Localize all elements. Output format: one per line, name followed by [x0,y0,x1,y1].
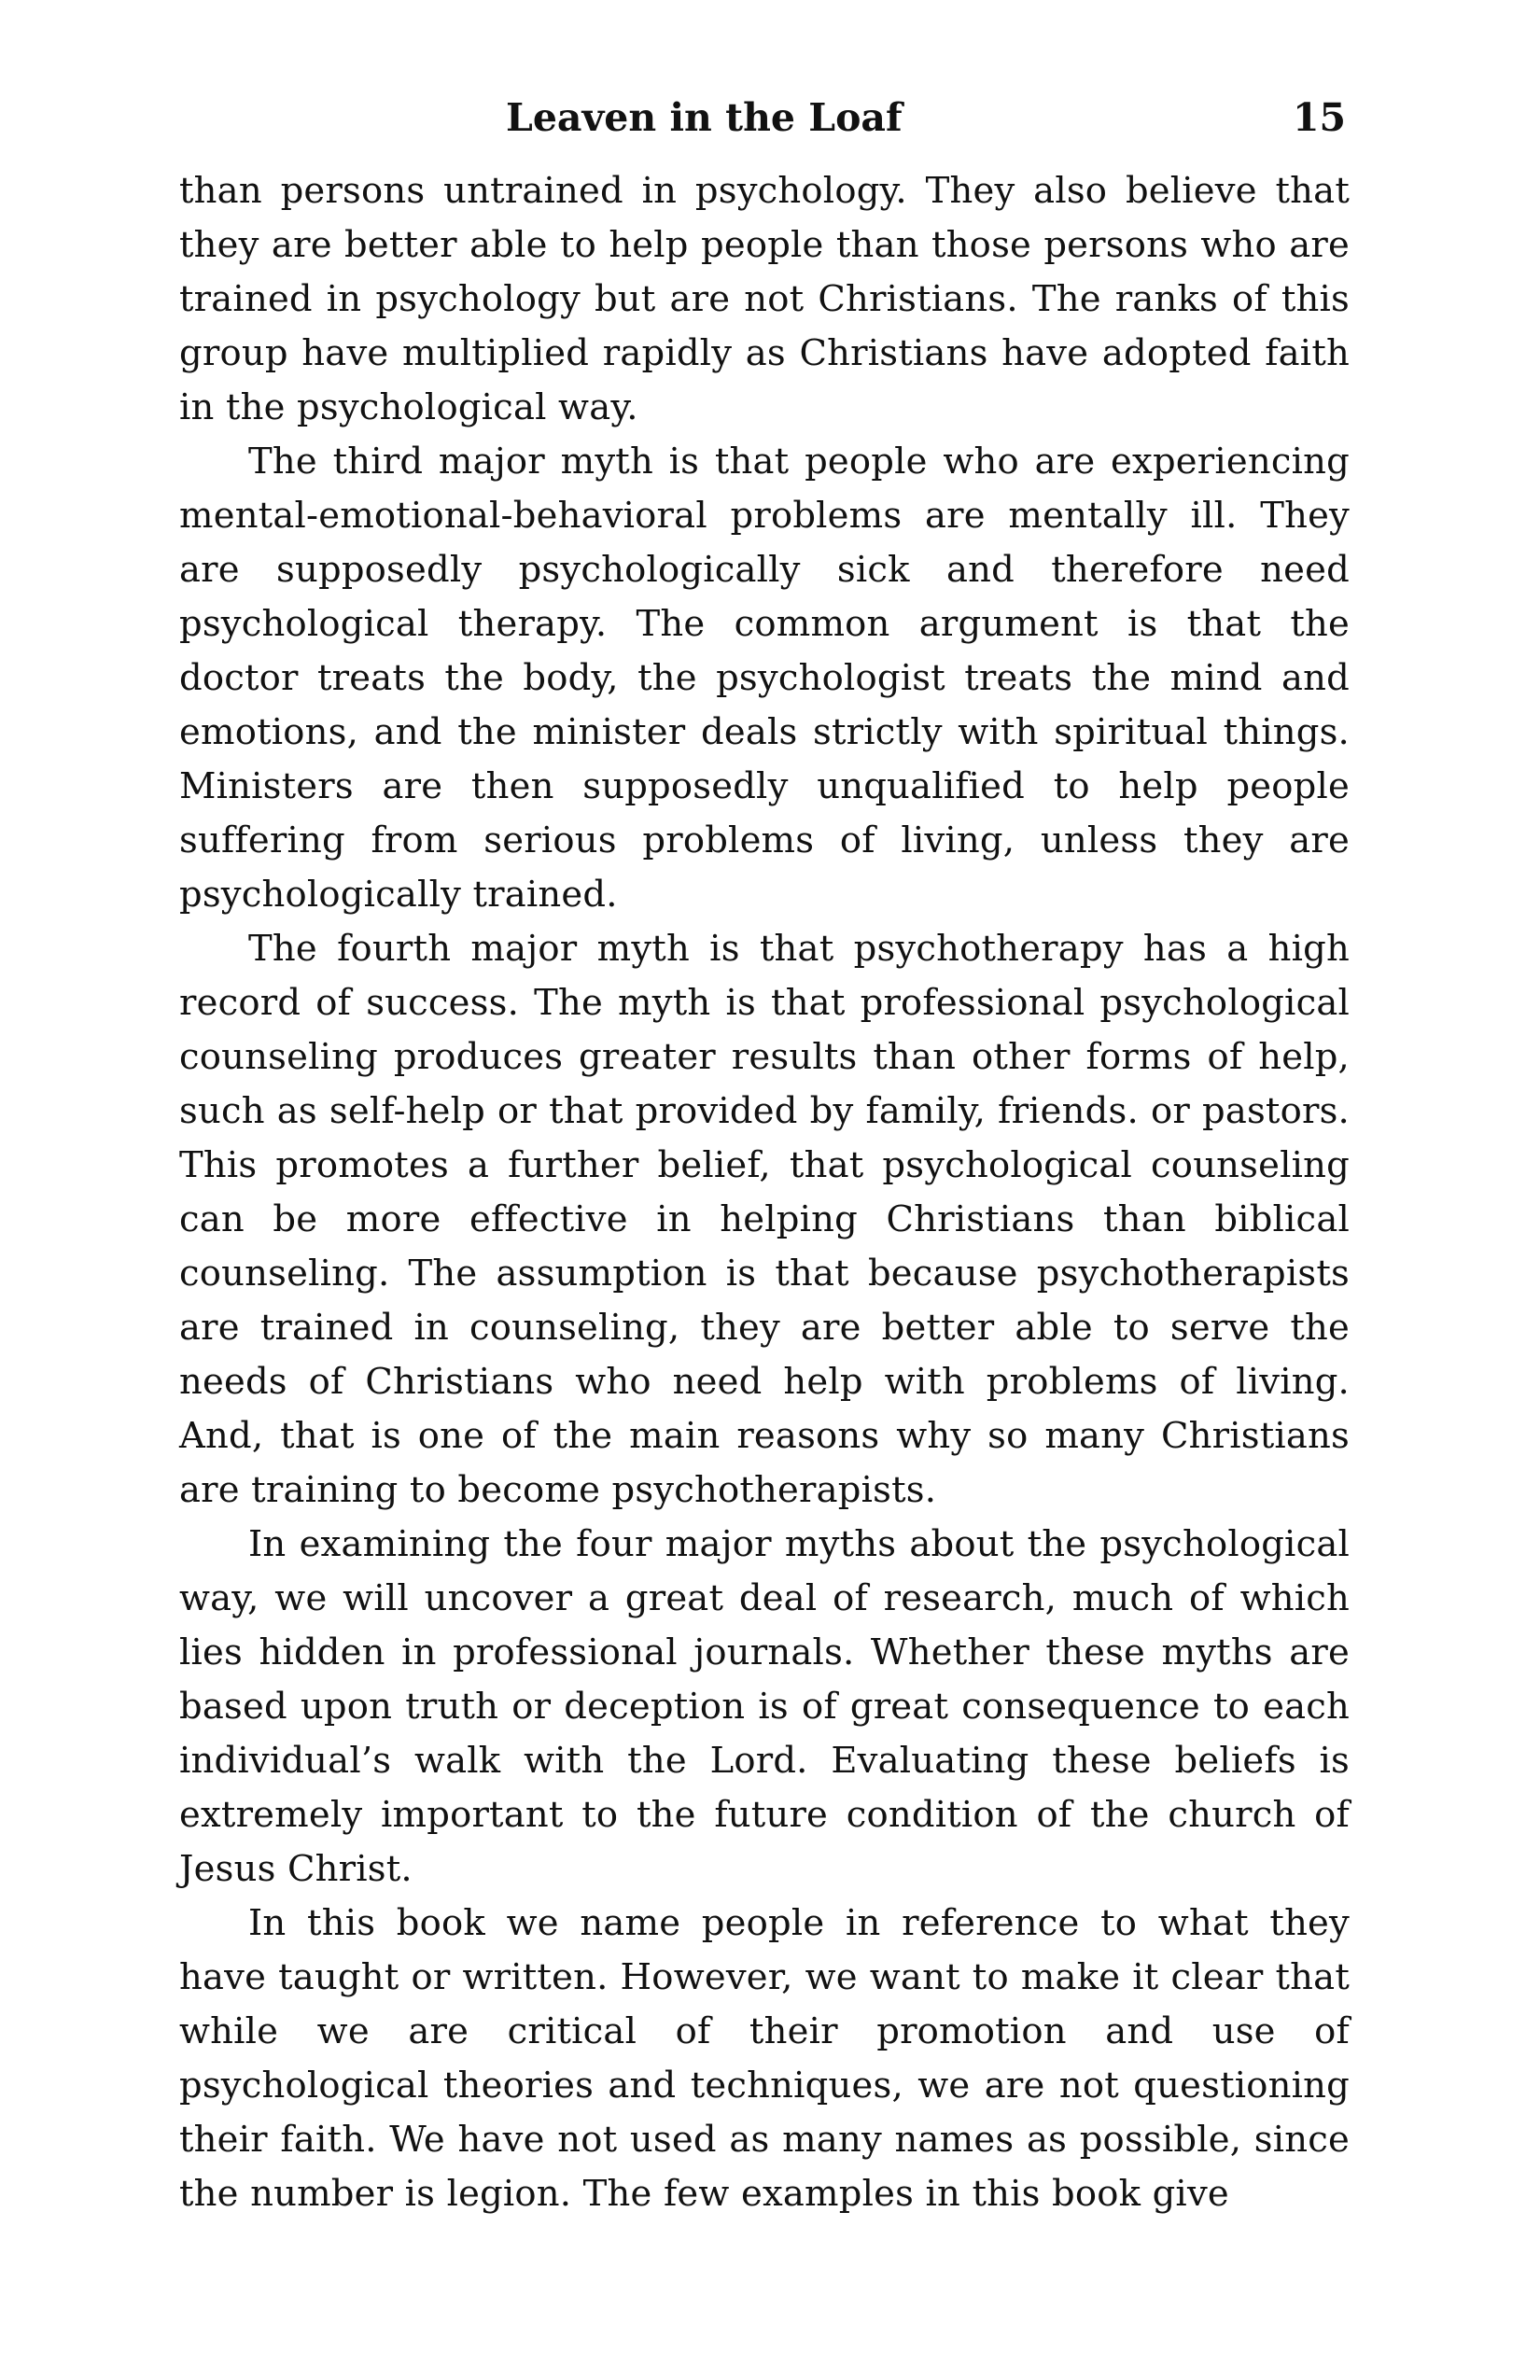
paragraph-fourth-myth: The fourth major myth is that psychotherapy has a high record of success. The myth is that professional psychological counseling produces greater results than other forms of help, such as self-help or that provided by family, friends. or pastors. This promotes a further belief, that psychological counseling can be more effective in helping Christians than biblical counseling. The assumption is that because psychotherapists are trained in counseling, they are better able to serve the needs of Christians who need help with problems of living. And, that is one of the main reasons why so many Christians are training to become psychotherapists. [179,928,1350,1511]
book-page [179,90,1350,2221]
paragraph-examining-myths: In examining the four major myths about the psychological way, we will uncover a great deal of research, much of which lies hidden in professional journals. Whether these myths are based upon truth or deception is of great consequence to each individual’s walk with the Lord. Evaluating these beliefs is extremely important to the future condition of the church of Jesus Christ. [179,1523,1350,1890]
running-head [179,90,1350,146]
paragraph-continued: than persons untrained in psychology. They also believe that they are better able to help people than those persons who are trained in psychology but are not Christians. The ranks of this group have multiplied rapidly as Christians have adopted faith in the psychological way. [179,170,1350,428]
paragraph-third-myth: The third major myth is that people who are experiencing mental-emotional-behavioral problems are mentally ill. They are supposedly psychologically sick and therefore need psychological therapy. The common argument is that the doctor treats the body, the psychologist treats the mind and emotions, and the minister deals strictly with spiritual things. Ministers are then supposedly unqualified to help people suffering from serious problems of living, unless they are psychologically trained. [179,441,1350,916]
running-head-title: Leaven in the Loaf [506,95,903,140]
paragraph-naming-people: In this book we name people in reference to what they have taught or written. However, we want to make it clear that while we are critical of their promotion and use of psychological theories and techniques, we are not questioning their faith. We have not used as many names as possible, since the number is legion. The few examples in this book give [179,1902,1350,2215]
body-text [179,164,1350,2221]
page-number: 15 [1292,95,1346,140]
